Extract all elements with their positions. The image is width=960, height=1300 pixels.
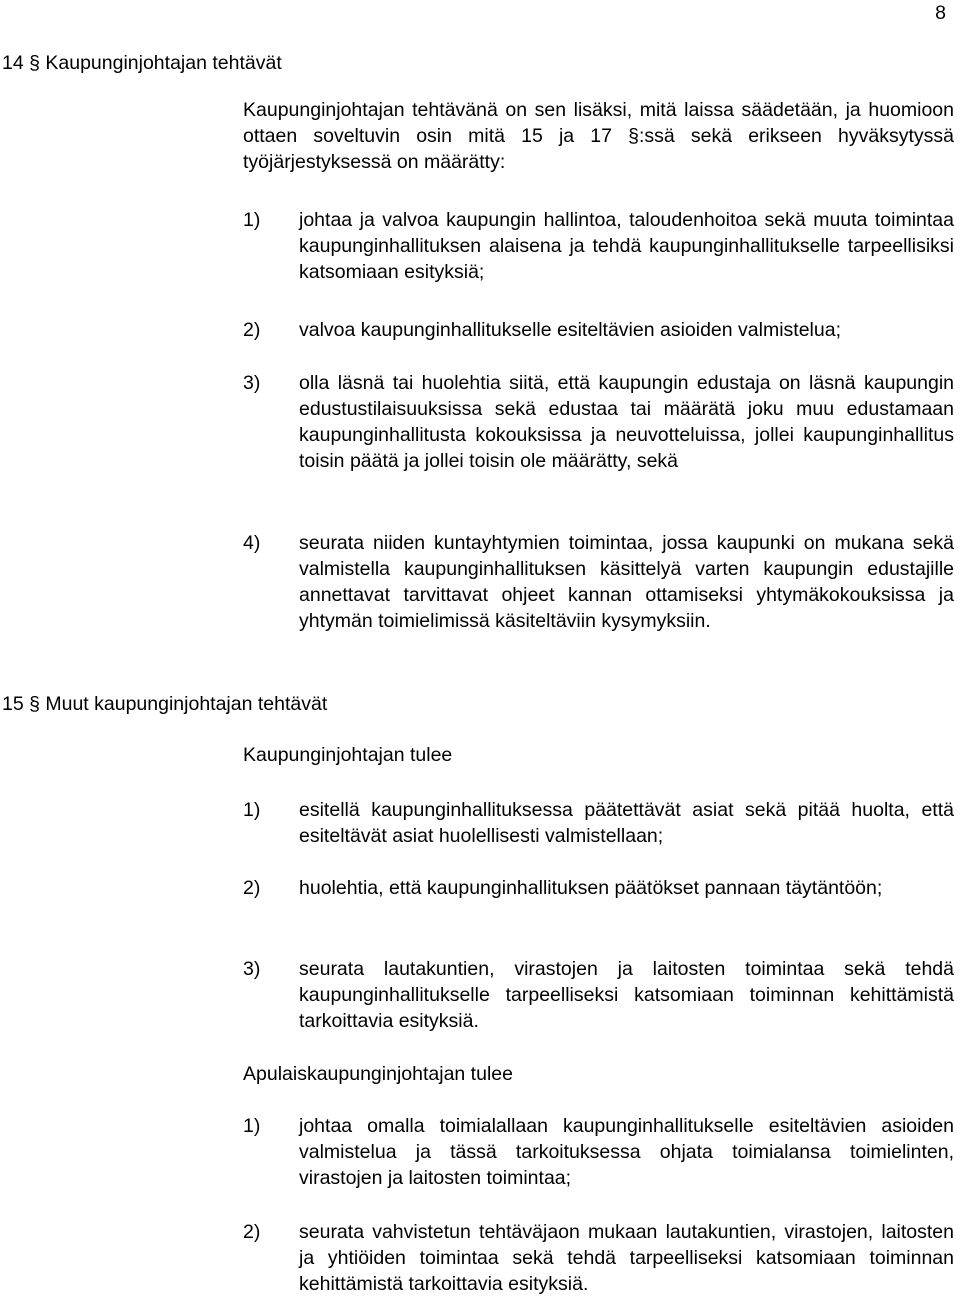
- section-14-heading: 14 § Kaupunginjohtajan tehtävät: [2, 52, 282, 74]
- item-number: 2): [243, 877, 261, 899]
- section-14-item-3: [243, 370, 954, 474]
- section-15-item-3: [243, 956, 954, 1034]
- item-text: seurata lautakuntien, virastojen ja laitosten toimintaa sekä tehdä kaupunginhallitukselle tarpeelliseksi katsomiaan toiminnan kehittämistä tarkoittavia esityksiä.: [299, 958, 954, 1032]
- intro-text: Apulaiskaupunginjohtajan tulee: [243, 1063, 513, 1085]
- section-15-item-1: [243, 797, 954, 849]
- item-number: 2): [243, 319, 261, 341]
- section-15-intro-1: [243, 742, 954, 768]
- item-text: esitellä kaupunginhallituksessa päätettävät asiat sekä pitää huolta, että esiteltävät asiat huolellisesti valmistellaan;: [299, 799, 954, 847]
- item-number: 2): [243, 1221, 261, 1243]
- section-15-heading: 15 § Muut kaupunginjohtajan tehtävät: [2, 693, 328, 715]
- section-15-assistant-item-2: [243, 1219, 954, 1297]
- item-text: olla läsnä tai huolehtia siitä, että kaupungin edustaja on läsnä kaupungin edustustilaisuuksissa sekä edustaa tai määrätä joku muu edustamaan kaupunginhallitusta kokouksissa ja neuvotteluissa, jollei kaupunginhallitus toisin päätä ja jollei toisin ole määrätty, sekä: [299, 372, 954, 472]
- section-14-item-2: [243, 317, 954, 343]
- item-number: 1): [243, 799, 261, 821]
- item-number: 1): [243, 1115, 261, 1137]
- item-text: seurata niiden kuntayhtymien toimintaa, jossa kaupunki on mukana sekä valmistella kaupunginhallituksen käsittelyä varten kaupungin edustajille annettavat tarvittavat ohjeet kannan ottamiseksi yhtymäkokouksissa ja yhtymän toimielimissä käsiteltäviin kysymyksiin.: [299, 532, 954, 632]
- item-number: 4): [243, 532, 261, 554]
- section-15-assistant-item-1: [243, 1113, 954, 1191]
- item-number: 1): [243, 209, 261, 231]
- page-number: 8: [935, 2, 946, 24]
- intro-text: Kaupunginjohtajan tulee: [243, 744, 453, 766]
- item-text: huolehtia, että kaupunginhallituksen päätökset pannaan täytäntöön;: [299, 877, 883, 899]
- item-number: 3): [243, 958, 261, 980]
- section-14-intro: Kaupunginjohtajan tehtävänä on sen lisäksi, mitä laissa säädetään, ja huomioon ottaen soveltuvin osin mitä 15 ja 17 §:ssä sekä erikseen hyväksytyssä työjärjestyksessä on määrätty:: [243, 99, 954, 173]
- section-14-item-4: [243, 530, 954, 634]
- section-14-item-1: [243, 207, 954, 285]
- item-text: seurata vahvistetun tehtäväjaon mukaan lautakuntien, virastojen, laitosten ja yhtiöiden toimintaa sekä tehdä tarpeelliseksi katsomiaan toiminnan kehittämistä tarkoittavia esityksiä.: [299, 1221, 954, 1295]
- section-15-item-2: [243, 875, 954, 901]
- item-text: valvoa kaupunginhallitukselle esiteltävien asioiden valmistelua;: [299, 319, 841, 341]
- item-number: 3): [243, 372, 261, 394]
- item-text: johtaa omalla toimialallaan kaupunginhallitukselle esiteltävien asioiden valmistelua ja tässä tarkoituksessa ohjata toimialansa toimielinten, virastojen ja laitosten toimintaa;: [299, 1115, 954, 1189]
- item-text: johtaa ja valvoa kaupungin hallintoa, taloudenhoitoa sekä muuta toimintaa kaupunginhallituksen alaisena ja tehdä kaupunginhallitukselle tarpeellisiksi katsomiaan esityksiä;: [299, 209, 954, 283]
- section-15-intro-2: [243, 1061, 954, 1087]
- section-14-body: [243, 97, 954, 175]
